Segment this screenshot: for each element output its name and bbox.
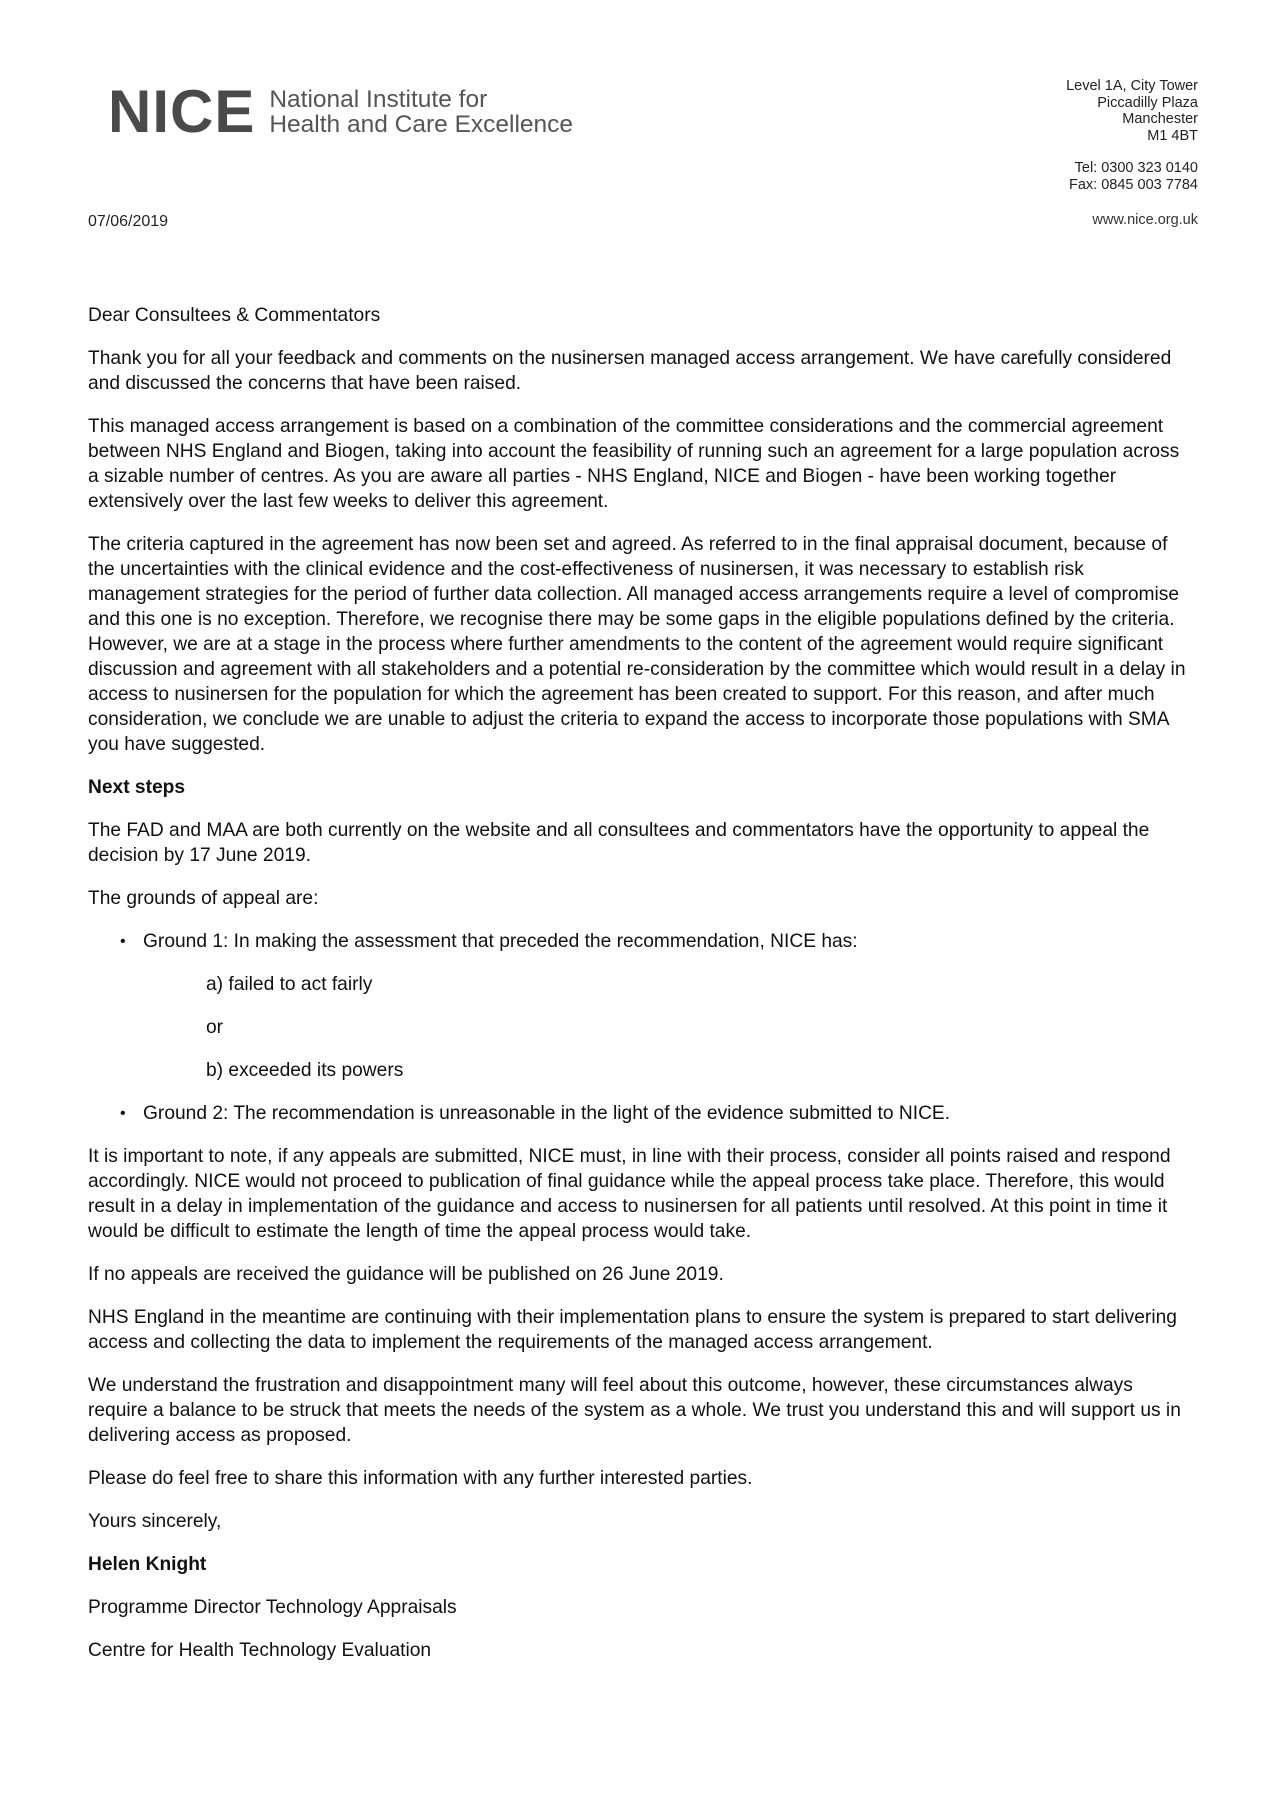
- ground-2-item: [88, 1101, 1193, 1126]
- salutation: Dear Consultees & Commentators: [88, 305, 381, 326]
- website-link[interactable]: www.nice.org.uk: [1092, 212, 1198, 228]
- paragraph: It is important to note, if any appeals are submitted, NICE must, in line with their process, consider all points raised and respond accordingly. NICE would not proceed to publication of final guidance while the appeal process take place. Therefore, this would result in a delay in implementation of the guidance and access to nusinersen for all patients until resolved. At this point in time it would be difficult to estimate the length of time the appeal process would take.: [88, 1146, 1171, 1242]
- ground-1-a: a) failed to act fairly: [206, 974, 373, 995]
- address-line: Piccadilly Plaza: [1097, 94, 1198, 111]
- signatory-name: Helen Knight: [88, 1554, 207, 1575]
- paragraph: NHS England in the meantime are continuing with their implementation plans to ensure the system is prepared to start delivering access and collecting the data to implement the requirements of the managed access arrangement.: [88, 1307, 1177, 1353]
- signoff: Yours sincerely,: [88, 1511, 222, 1532]
- ground-1-text: Ground 1: In making the assessment that preceded the recommendation, NICE has:: [143, 931, 858, 952]
- spacer: [1066, 144, 1198, 160]
- letter-body: [88, 303, 1193, 1681]
- paragraph: This managed access arrangement is based on a combination of the committee considerations and the commercial agreement between NHS England and Biogen, taking into account the feasibility of running such an agreement for a large population across a sizable number of centres. As you are aware all parties - NHS England, NICE and Biogen - have been working together extensively over the last few weeks to deliver this agreement.: [88, 416, 1180, 512]
- fax: Fax: 0845 003 7784: [1069, 176, 1198, 193]
- logo-text: [269, 87, 573, 137]
- ground-1-or: or: [206, 1017, 224, 1038]
- nice-logo: [108, 78, 574, 145]
- address-line: Manchester: [1122, 111, 1198, 127]
- address-block: [1066, 78, 1198, 193]
- ground-1-item: [88, 929, 1193, 954]
- address-line: Level 1A, City Tower: [1066, 78, 1198, 94]
- bullet-icon: •: [120, 1105, 126, 1122]
- grounds-list: [88, 929, 1193, 954]
- telephone: Tel: 0300 323 0140: [1074, 160, 1198, 176]
- paragraph: Thank you for all your feedback and comments on the nusinersen managed access arrangement. We have carefully considered and discussed the concerns that have been raised.: [88, 348, 1172, 394]
- paragraph: The criteria captured in the agreement has now been set and agreed. As referred to in the final appraisal document, because of the uncertainties with the clinical evidence and the cost-effectiveness of nusinersen, it was necessary to establish risk management strategies for the period of further data collection. All managed access arrangements require a level of compromise and this one is no exception. Therefore, we recognise there may be some gaps in the eligible populations defined by the criteria. However, we are at a stage in the process where further amendments to the content of the agreement would require significant discussion and agreement with all stakeholders and a potential re-consideration by the committee which would result in a delay in access to nusinersen for the population for which the agreement has been created to support. For this reason, and after much consideration, we conclude we are unable to adjust the criteria to expand the access to incorporate those populations with SMA you have suggested.: [88, 534, 1186, 755]
- paragraph: Please do feel free to share this information with any further interested parties.: [88, 1468, 753, 1489]
- bullet-icon: •: [120, 933, 126, 950]
- ground-1-b: b) exceeded its powers: [206, 1060, 404, 1081]
- paragraph: The FAD and MAA are both currently on the website and all consultees and commentators have the opportunity to appeal the decision by 17 June 2019.: [88, 820, 1150, 866]
- letter-date: 07/06/2019: [88, 213, 169, 230]
- paragraph: If no appeals are received the guidance will be published on 26 June 2019.: [88, 1264, 724, 1285]
- signatory-department: Centre for Health Technology Evaluation: [88, 1640, 432, 1661]
- grounds-list: [88, 1101, 1193, 1126]
- signatory-title: Programme Director Technology Appraisals: [88, 1597, 457, 1618]
- logo-mark: NICE: [108, 78, 256, 145]
- address-line: M1 4BT: [1147, 127, 1198, 144]
- paragraph: We understand the frustration and disappointment many will feel about this outcome, however, these circumstances always require a balance to be struck that meets the needs of the system as a whole. We trust you understand this and will support us in delivering access as proposed.: [88, 1375, 1181, 1446]
- grounds-intro: The grounds of appeal are:: [88, 888, 319, 909]
- logo-line-2: Health and Care Excellence: [269, 111, 574, 138]
- next-steps-heading: Next steps: [88, 777, 186, 798]
- logo-line-1: National Institute for: [269, 86, 488, 113]
- ground-2-text: Ground 2: The recommendation is unreasonable in the light of the evidence submitted to NICE.: [143, 1103, 951, 1124]
